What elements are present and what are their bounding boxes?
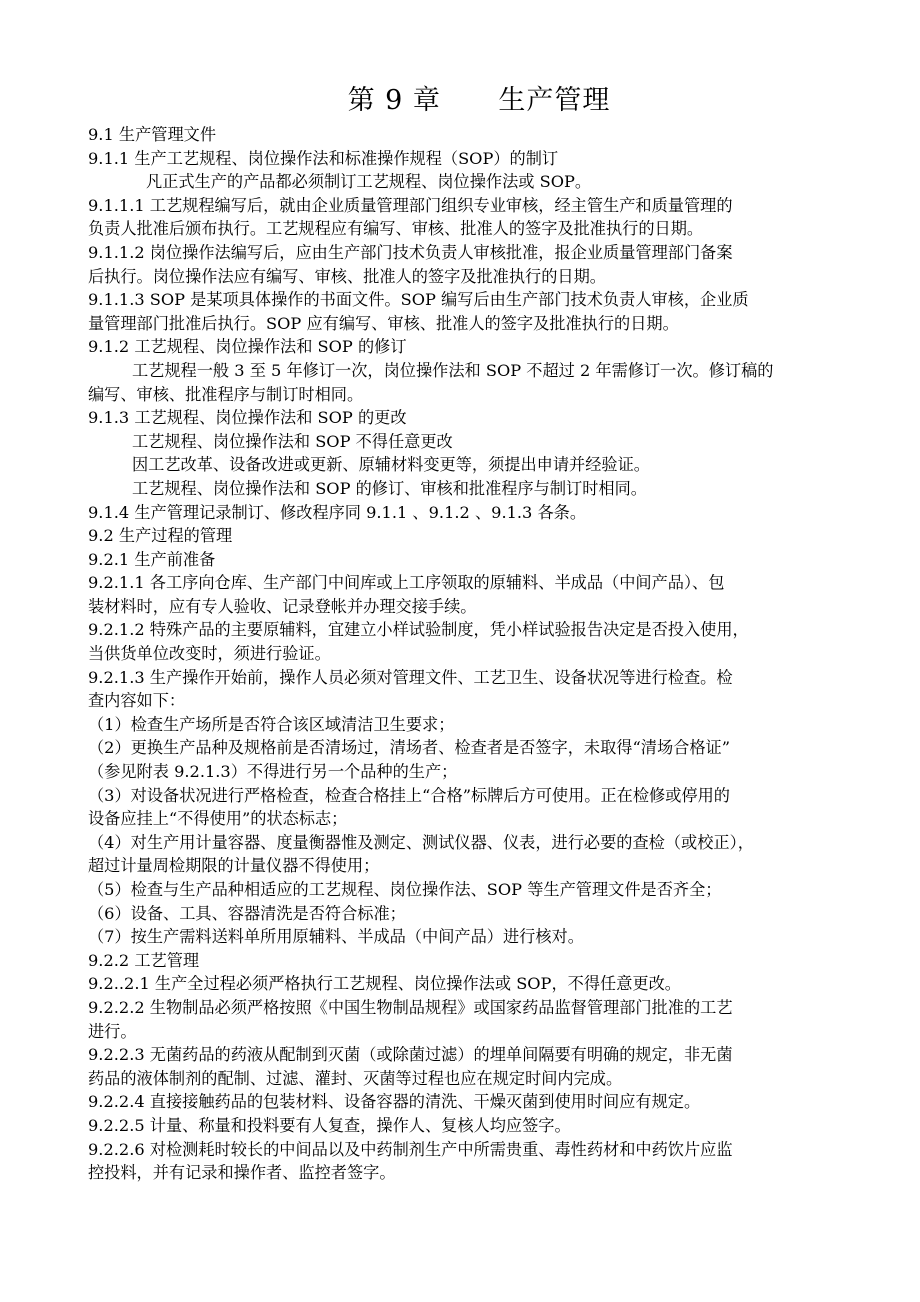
text-line: 9.2.1.1 各工序向仓库、生产部门中间库或上工序领取的原辅料、半成品（中间产品）、包 bbox=[88, 573, 725, 593]
text-line: 9.1.1.3 SOP 是某项具体操作的书面文件。SOP 编写后由生产部门技术负责人审核，企业质 bbox=[88, 290, 749, 310]
text-line: 工艺规程一般 3 至 5 年修订一次，岗位操作法和 SOP 不超过 2 年需修订一次。修订稿的 bbox=[132, 360, 774, 380]
text-line: 9.2..2.1 生产全过程必须严格执行工艺规程、岗位操作法或 SOP，不得任意更改。 bbox=[88, 974, 681, 994]
text-line: 负责人批准后颁布执行。工艺规程应有编写、审核、批准人的签字及批准执行的日期。 bbox=[88, 219, 704, 239]
text-line: 9.2.2.6 对检测耗时较长的中间品以及中药制剂生产中所需贵重、毒性药材和中药饮片应监 bbox=[88, 1139, 733, 1159]
text-line: （7）按生产需料送料单所用原辅料、半成品（中间产品）进行核对。 bbox=[88, 927, 584, 947]
text-line: （4）对生产用计量容器、度量衡器惟及测定、测试仪器、仪表，进行必要的查检（或校正）， bbox=[88, 832, 754, 852]
document-body bbox=[88, 123, 838, 1185]
text-line: 9.2.1.2 特殊产品的主要原辅料，宜建立小样试验制度，凭小样试验报告决定是否投入使用， bbox=[88, 620, 749, 640]
text-line: （2）更换生产品种及规格前是否清场过，清场者、检查者是否签字，未取得“清场合格证” bbox=[88, 738, 730, 758]
text-line: 超过计量周检期限的计量仪器不得使用； bbox=[88, 856, 380, 876]
text-line: 编写、审核、批准程序与制订时相同。 bbox=[88, 384, 364, 404]
text-line: 9.1.4 生产管理记录制订、修改程序同 9.1.1 、9.1.2 、9.1.3 各条。 bbox=[88, 502, 587, 522]
text-line: 9.2.2 工艺管理 bbox=[88, 950, 200, 970]
text-line: 进行。 bbox=[88, 1021, 137, 1041]
text-line: 设备应挂上“不得使用”的状态标志； bbox=[88, 809, 348, 829]
text-line: 9.2.2.5 计量、称量和投料要有人复查，操作人、复核人均应签字。 bbox=[88, 1115, 571, 1135]
text-line: 9.1.2 工艺规程、岗位操作法和 SOP 的修订 bbox=[88, 337, 407, 357]
chapter-title: 第 9 章 生产管理 bbox=[347, 85, 611, 116]
text-line: 9.1 生产管理文件 bbox=[88, 125, 217, 144]
text-line: 控投料，并有记录和操作者、监控者签字。 bbox=[88, 1163, 396, 1183]
text-line: 工艺规程、岗位操作法和 SOP 不得任意更改 bbox=[132, 431, 453, 451]
text-line: 量管理部门批准后执行。SOP 应有编写、审核、批准人的签字及批准执行的日期。 bbox=[88, 313, 679, 333]
text-line: 9.2.2.2 生物制品必须严格按照《中国生物制品规程》或国家药品监督管理部门批准的工艺 bbox=[88, 997, 733, 1017]
text-line: 9.1.1 生产工艺规程、岗位操作法和标准操作规程（SOP）的制订 bbox=[88, 148, 559, 168]
text-line: 凡正式生产的产品都必须制订工艺规程、岗位操作法或 SOP。 bbox=[146, 172, 592, 192]
text-line: 9.1.1.2 岗位操作法编写后，应由生产部门技术负责人审核批准，报企业质量管理部门备案 bbox=[88, 242, 733, 262]
text-line: 工艺规程、岗位操作法和 SOP 的修订、审核和批准程序与制订时相同。 bbox=[132, 478, 647, 498]
text-line: 9.2.1.3 生产操作开始前，操作人员必须对管理文件、工艺卫生、设备状况等进行检查。检 bbox=[88, 667, 733, 687]
text-line: 9.2.2.4 直接接触药品的包装材料、设备容器的清洗、干燥灭菌到使用时间应有规定。 bbox=[88, 1092, 701, 1112]
text-line: （5）检查与生产品种相适应的工艺规程、岗位操作法、SOP 等生产管理文件是否齐全； bbox=[88, 880, 722, 899]
text-line: 9.1.3 工艺规程、岗位操作法和 SOP 的更改 bbox=[88, 408, 407, 428]
text-line: 当供货单位改变时，须进行验证。 bbox=[88, 644, 331, 664]
text-line: （3）对设备状况进行严格检查，检查合格挂上“合格”标牌后方可使用。正在检修或停用的 bbox=[88, 785, 730, 805]
text-line: 9.2 生产过程的管理 bbox=[88, 526, 233, 546]
text-line: （参见附表 9.2.1.3）不得进行另一个品种的生产； bbox=[88, 762, 458, 782]
text-line: 后执行。岗位操作法应有编写、审核、批准人的签字及批准执行的日期。 bbox=[88, 266, 606, 286]
text-line: 药品的液体制剂的配制、过滤、灌封、灭菌等过程也应在规定时间内完成。 bbox=[88, 1068, 623, 1088]
text-line: （1）检查生产场所是否符合该区域清洁卫生要求； bbox=[88, 714, 455, 734]
text-line: （6）设备、工具、容器清洗是否符合标准； bbox=[88, 903, 406, 923]
text-line: 9.2.1 生产前准备 bbox=[88, 549, 216, 569]
text-line: 装材料时，应有专人验收、记录登帐并办理交接手续。 bbox=[88, 596, 477, 616]
text-line: 9.1.1.1 工艺规程编写后，就由企业质量管理部门组织专业审核，经主管生产和质量管理的 bbox=[88, 195, 733, 215]
text-line: 查内容如下： bbox=[88, 691, 186, 711]
text-line: 因工艺改革、设备改进或更新、原辅材料变更等，须提出申请并经验证。 bbox=[132, 455, 650, 475]
text-line: 9.2.2.3 无菌药品的药液从配制到灭菌（或除菌过滤）的埋单间隔要有明确的规定，非无菌 bbox=[88, 1045, 733, 1065]
